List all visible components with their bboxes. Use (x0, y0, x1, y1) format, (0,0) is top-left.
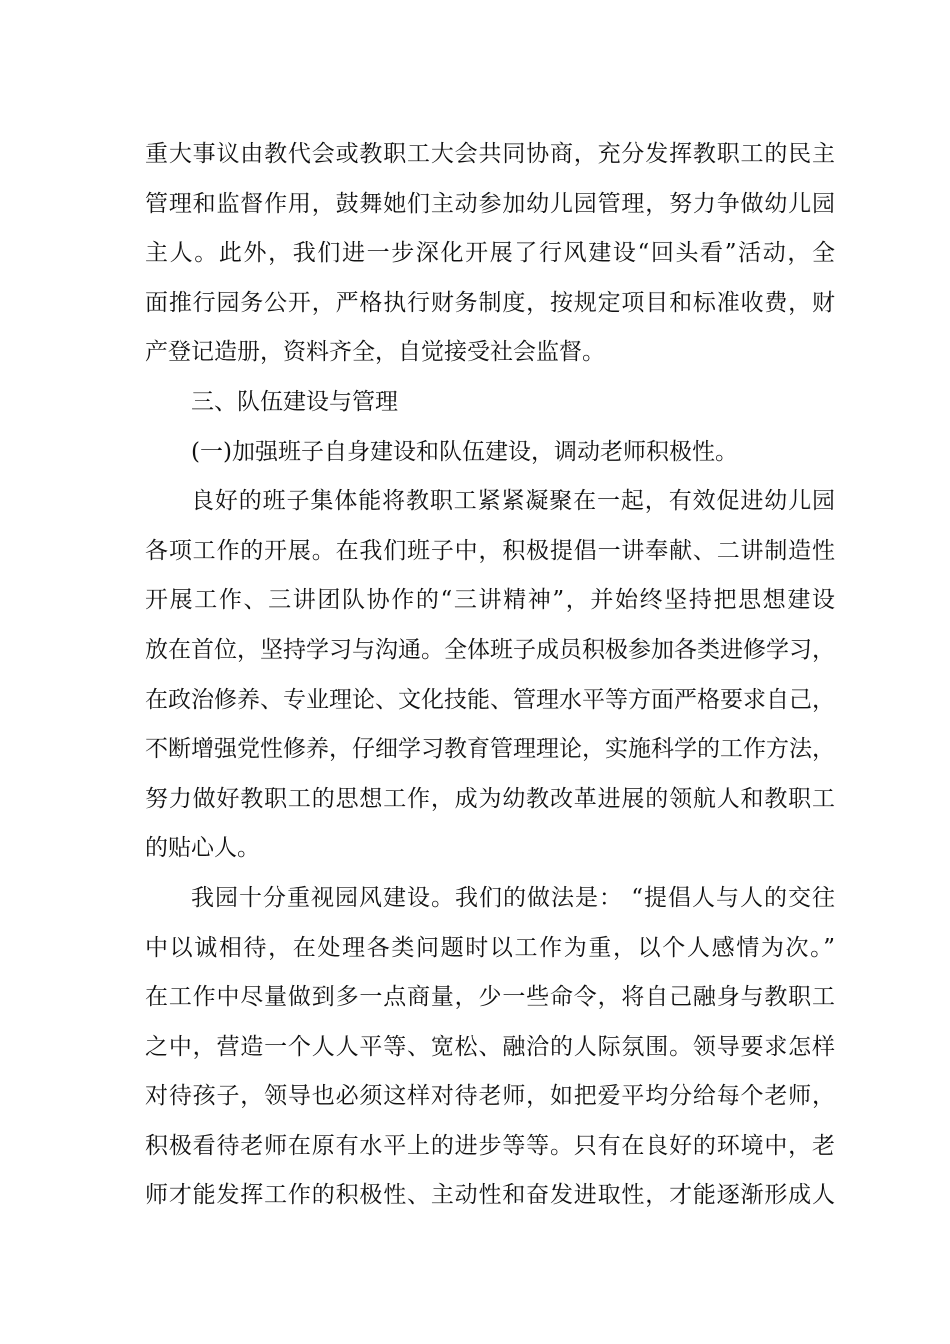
text-line: 重大事议由教代会或教职工大会共同协商，充分发挥教职工的民主 (145, 141, 835, 167)
text-line: 师才能发挥工作的积极性、主动性和奋发进取性，才能逐渐形成人 (145, 1182, 835, 1209)
text-line: 良好的班子集体能将教职工紧紧凝聚在一起，有效促进幼儿园 (191, 488, 835, 515)
text-line: 中以诚相待，在处理各类问题时以工作为重，以个人感情为次。” (145, 934, 835, 961)
text-line: 各项工作的开展。在我们班子中，积极提倡一讲奉献、二讲制造性 (145, 537, 835, 564)
text-line: 管理和监督作用，鼓舞她们主动参加幼儿园管理，努力争做幼儿园 (145, 190, 835, 217)
text-line: 放在首位，坚持学习与沟通。全体班子成员积极参加各类进修学习， (145, 636, 835, 663)
text-line: 面推行园务公开，严格执行财务制度，按规定项目和标准收费，财 (145, 289, 835, 316)
text-line: 积极看待老师在原有水平上的进步等等。只有在良好的环境中，老 (145, 1132, 835, 1159)
text-line: 产登记造册，资料齐全，自觉接受社会监督。 (145, 339, 605, 366)
subsection-heading: (一)加强班子自身建设和队伍建设，调动老师积极性。 (191, 438, 738, 465)
text-line: 我园十分重视园风建设。我们的做法是： “提倡人与人的交往 (191, 884, 835, 911)
text-line: 的贴心人。 (145, 835, 260, 862)
text-line: 努力做好教职工的思想工作，成为幼教改革进展的领航人和教职工 (145, 785, 835, 812)
text-line: 在工作中尽量做到多一点商量，少一些命令，将自己融身与教职工 (145, 984, 835, 1011)
section-heading: 三、队伍建设与管理 (191, 388, 398, 415)
text-line: 开展工作、三讲团队协作的“三讲精神”，并始终坚持把思想建设 (145, 587, 835, 614)
text-line: 主人。此外，我们进一步深化开展了行风建设“回头看”活动，全 (145, 240, 835, 267)
text-line: 不断增强党性修养，仔细学习教育管理理论，实施科学的工作方法， (145, 736, 835, 763)
text-line: 之中，营造一个人人平等、宽松、融洽的人际氛围。领导要求怎样 (145, 1033, 835, 1060)
document-body (145, 130, 835, 1221)
text-line: 对待孩子，领导也必须这样对待老师，如把爱平均分给每个老师， (145, 1083, 835, 1110)
text-line: 在政治修养、专业理论、文化技能、管理水平等方面严格要求自己， (145, 686, 835, 713)
